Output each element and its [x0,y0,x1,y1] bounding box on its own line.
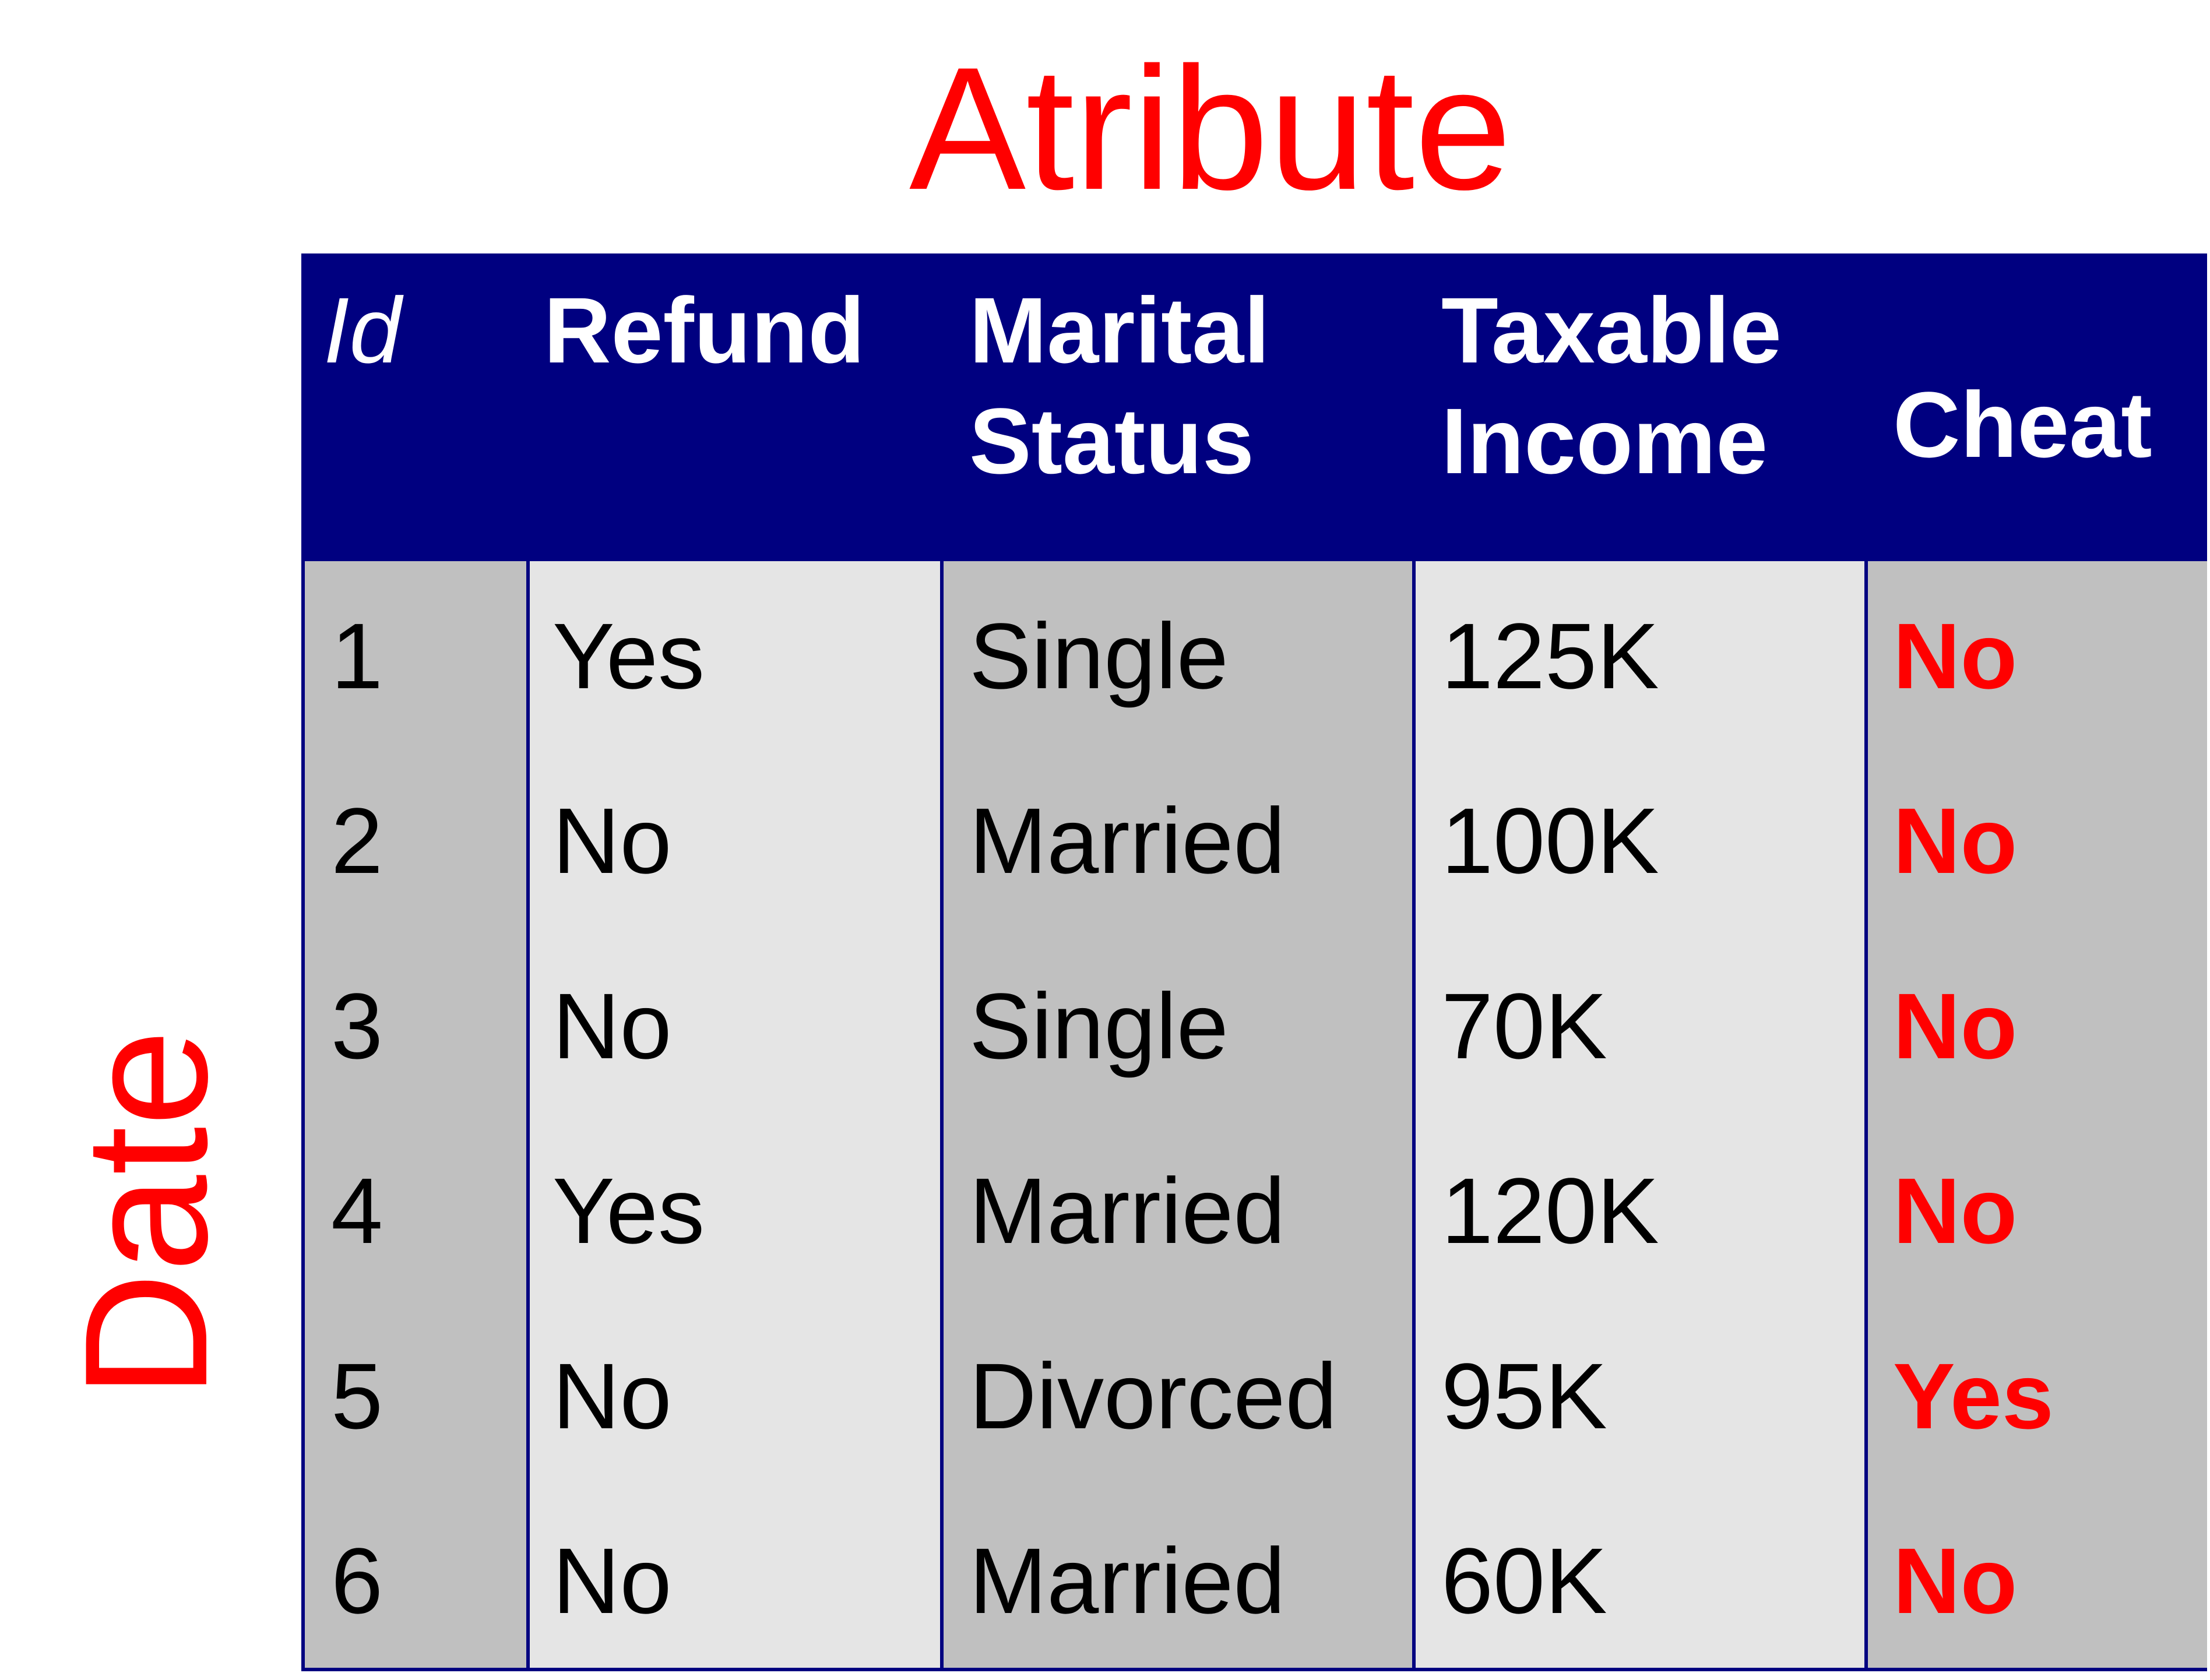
cheat-value: No [1893,1528,2018,1633]
attribute-label: Atribute [909,30,1512,226]
data-label: Date [48,1029,244,1399]
cheat-value: Yes [1893,1344,2054,1448]
header-income-line1: Taxable [1441,278,1782,382]
cheat-value: No [1893,604,2018,708]
table-cell: 4 [331,1158,383,1263]
table-cell: Married [969,1158,1286,1263]
table-cell: No [552,1528,672,1633]
column-income-bg [1412,561,1864,1668]
table-cell: 120K [1441,1158,1659,1263]
table-cell: 95K [1441,1344,1607,1448]
table-cell: No [552,788,672,893]
table-cell: Yes [552,1158,705,1263]
table-cell: No [552,974,672,1078]
table-cell: Single [969,974,1229,1078]
table-cell: 2 [331,788,383,893]
header-marital-line1: Marital [969,278,1270,382]
table-cell: 5 [331,1344,383,1448]
table-cell: 100K [1441,788,1659,893]
column-marital-bg [940,561,1412,1668]
header-id: Id [323,278,402,382]
table-cell: 70K [1441,974,1607,1078]
header-income-line2: Income [1441,389,1768,493]
table-cell: Divorced [969,1344,1338,1448]
table-cell: 60K [1441,1528,1607,1633]
table-cell: No [552,1344,672,1448]
header-refund: Refund [544,278,865,382]
cheat-value: No [1893,1158,2018,1263]
header-marital-line2: Status [969,389,1254,493]
table-cell: 3 [331,974,383,1078]
table-cell: 1 [331,604,383,708]
data-table [301,253,2207,1671]
cheat-value: No [1893,974,2018,1078]
cheat-value: No [1893,788,2018,893]
table-cell: Married [969,1528,1286,1633]
table-cell: 6 [331,1528,383,1633]
table-cell: Yes [552,604,705,708]
column-refund-bg [526,561,940,1668]
table-cell: Married [969,788,1286,893]
header-cheat: Cheat [1893,372,2152,477]
table-cell: Single [969,604,1229,708]
table-cell: 125K [1441,604,1659,708]
column-id-bg [305,561,526,1668]
column-cheat-bg [1864,561,2207,1668]
